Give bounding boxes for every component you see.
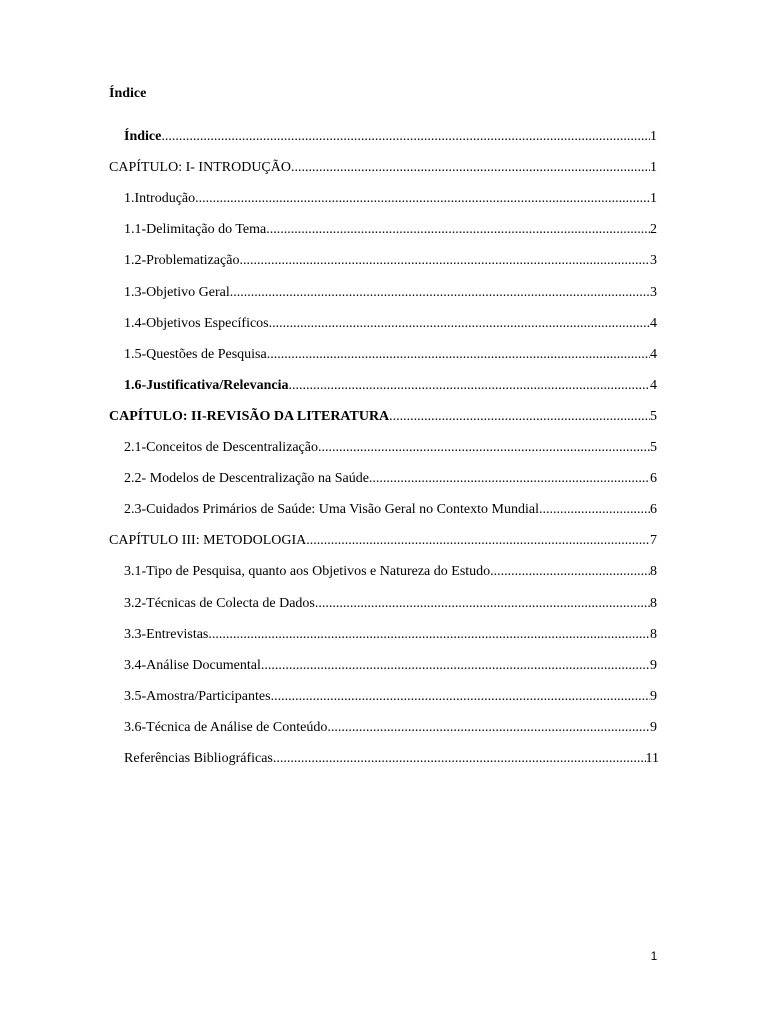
toc-entry[interactable] [124,595,657,613]
page-heading: Índice [109,86,147,101]
toc-entry-page: 7 [650,533,657,548]
toc-entry-page: 6 [650,502,657,517]
toc-entry-label: 3.1-Tipo de Pesquisa, quanto aos Objetivos e Natureza do Estudo [124,564,491,579]
toc-entry[interactable] [124,688,657,706]
toc-entry-page: 3 [650,285,657,300]
toc-entry[interactable] [124,750,659,768]
toc-entry-page: 2 [650,222,657,237]
toc-entry-page: 4 [650,347,657,362]
toc-dot-leader [327,719,650,737]
toc-entry-label: 2.3-Cuidados Primários de Saúde: Uma Visão Geral no Contexto Mundial [124,502,539,517]
toc-entry-label: 1.5-Questões de Pesquisa [124,347,267,362]
toc-entry[interactable] [124,128,657,146]
toc-dot-leader [208,626,650,644]
toc-dot-leader [239,252,650,270]
toc-entry-page: 9 [650,689,657,704]
toc-entry-page: 9 [650,720,657,735]
toc-entry-label: 1.1-Delimitação do Tema [124,222,267,237]
toc-entry[interactable] [124,563,657,581]
toc-entry-label: 3.5-Amostra/Participantes [124,689,271,704]
toc-entry-page: 6 [650,471,657,486]
toc-entry-page: 5 [650,409,657,424]
toc-entry-label: CAPÍTULO: I- INTRODUÇÃO [109,160,291,175]
toc-entry-label: 3.6-Técnica de Análise de Conteúdo [124,720,328,735]
toc-entry-label: Referências Bibliográficas [124,751,273,766]
toc-entry[interactable] [124,221,657,239]
toc-entry-page: 8 [650,627,657,642]
toc-entry-page: 11 [645,751,659,766]
toc-entry[interactable] [109,408,657,426]
toc-dot-leader [306,532,650,550]
toc-entry[interactable] [124,346,657,364]
toc-entry-page: 1 [650,191,657,206]
toc-entry-page: 1 [650,160,657,175]
toc-entry[interactable] [109,159,657,177]
toc-dot-leader [291,159,650,177]
toc-entry[interactable] [124,626,657,644]
toc-entry-label: 2.2- Modelos de Descentralização na Saúde [124,471,369,486]
toc-entry-label: CAPÍTULO: II-REVISÃO DA LITERATURA [109,409,390,424]
toc-dot-leader [318,439,650,457]
toc-dot-leader [261,657,650,675]
toc-entry-page: 3 [650,253,657,268]
toc-entry[interactable] [124,190,657,208]
toc-dot-leader [267,346,650,364]
toc-dot-leader [315,595,650,613]
toc-entry-page: 8 [650,596,657,611]
toc-entry-label: 3.3-Entrevistas [124,627,209,642]
toc-entry-page: 1 [650,129,657,144]
toc-entry-label: CAPÍTULO III: METODOLOGIA [109,533,307,548]
page-number: 1 [650,949,658,963]
toc-entry-label: 1.3-Objetivo Geral [124,285,230,300]
toc-dot-leader [490,563,650,581]
toc-entry[interactable] [124,284,657,302]
toc-entry-label: 3.4-Análise Documental [124,658,261,673]
toc-entry[interactable] [124,439,657,457]
toc-entry-label: Índice [124,129,162,144]
toc-dot-leader [271,688,650,706]
toc-entry[interactable] [124,470,657,488]
toc-entry[interactable] [124,719,657,737]
toc-entry-page: 9 [650,658,657,673]
toc-entry[interactable] [124,252,657,270]
toc-entry[interactable] [109,532,657,550]
toc-entry-label: 1.6-Justificativa/Relevancia [124,378,289,393]
toc-entry-page: 5 [650,440,657,455]
toc-dot-leader [230,284,650,302]
toc-dot-leader [195,190,650,208]
toc-dot-leader [389,408,650,426]
toc-entry-page: 8 [650,564,657,579]
toc-entry[interactable] [124,377,657,395]
toc-entry[interactable] [124,657,657,675]
toc-dot-leader [273,750,646,768]
toc-entry[interactable] [124,315,657,333]
toc-dot-leader [161,128,650,146]
toc-entry-label: 1.Introdução [124,191,196,206]
toc-entry[interactable] [124,501,657,519]
toc-dot-leader [539,501,650,519]
toc-entry-label: 1.4-Objetivos Específicos [124,316,269,331]
toc-dot-leader [266,221,650,239]
toc-dot-leader [288,377,650,395]
toc-dot-leader [369,470,650,488]
toc-dot-leader [269,315,650,333]
toc-entry-label: 1.2-Problematização [124,253,240,268]
toc-entry-page: 4 [650,378,657,393]
toc-entry-page: 4 [650,316,657,331]
toc-entry-label: 3.2-Técnicas de Colecta de Dados [124,596,315,611]
toc-entry-label: 2.1-Conceitos de Descentralização [124,440,318,455]
